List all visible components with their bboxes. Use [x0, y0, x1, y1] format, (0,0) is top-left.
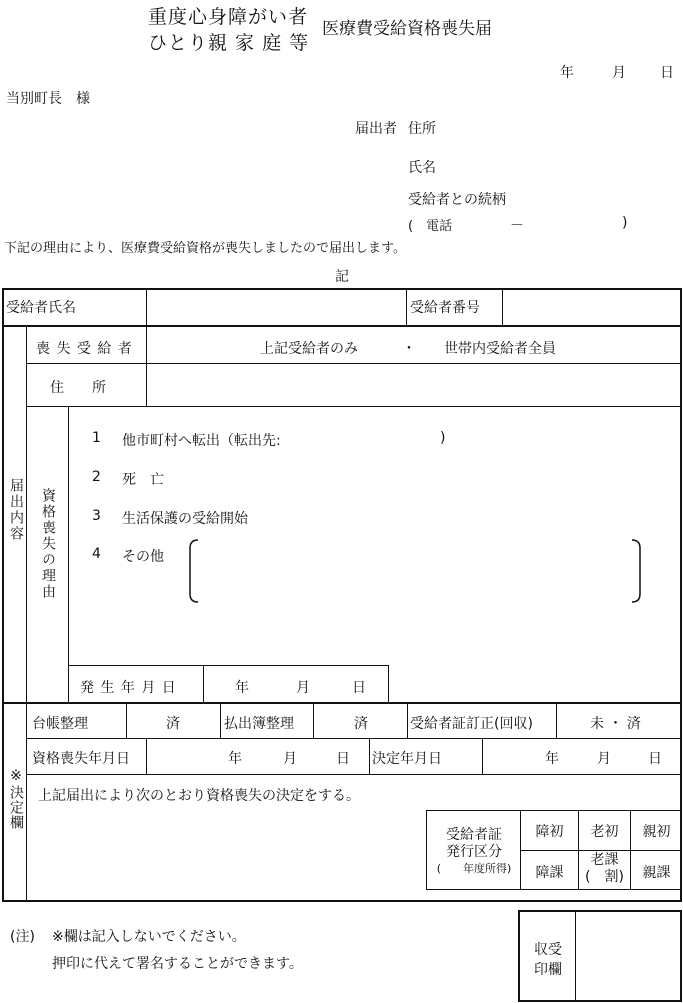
note-label: (注) [10, 929, 35, 945]
reason-2-number: 2 [92, 469, 101, 485]
ledger-label: 台帳整理 [32, 716, 88, 732]
note-2: 押印に代えて署名することができます。 [52, 956, 303, 972]
side-label-decision: ※決定欄 [8, 768, 24, 830]
applicant-relation-label: 受給者との続柄 [408, 192, 506, 208]
address-field[interactable] [150, 366, 678, 404]
ki-label: 記 [335, 269, 349, 285]
reason-1-close: ) [440, 430, 446, 446]
stamp-label: 収受印欄 [534, 942, 562, 978]
reason-3-number: 3 [92, 508, 101, 524]
issue-cell-rouin: 老初 [590, 824, 619, 840]
issue-label-1: 受給者証 [446, 827, 502, 843]
loss-date-month: 月 [283, 751, 297, 767]
payment-value: 済 [354, 716, 368, 732]
phone-close: ) [622, 215, 628, 231]
occurrence-day[interactable]: 日 [352, 680, 366, 696]
applicant-name-label: 氏名 [408, 160, 436, 176]
issue-cell-oyain: 親初 [642, 824, 671, 840]
loss-date-day: 日 [336, 751, 350, 767]
addressee: 当別町長 様 [6, 91, 90, 107]
ledger-value: 済 [166, 716, 180, 732]
payment-label: 払出簿整理 [224, 716, 294, 732]
occurrence-month[interactable]: 月 [296, 680, 310, 696]
recipient-name-field[interactable] [150, 292, 404, 324]
date-month-label: 月 [612, 65, 626, 81]
applicant-label: 届出者 [355, 121, 397, 137]
lost-recipient-label: 喪 失 受 給 者 [36, 341, 133, 357]
side-label-report: 届出内容 [8, 478, 24, 542]
reason-label: 資格喪失の理由 [40, 488, 56, 600]
decide-date-year: 年 [545, 751, 559, 767]
occurrence-date-label: 発 生 年 月 日 [80, 680, 177, 696]
other-reason-bracket [186, 538, 646, 604]
title-line-2: ひとり親 家 庭 等 [148, 32, 310, 54]
issue-label-3: ( 年度所得) [436, 862, 512, 875]
loss-date-year: 年 [228, 751, 242, 767]
decide-date-day: 日 [648, 751, 662, 767]
loss-date-label: 資格喪失年月日 [32, 751, 130, 767]
occurrence-year[interactable]: 年 [235, 680, 249, 696]
form-title: 医療費受給資格喪失届 [322, 19, 492, 39]
decision-statement: 上記届出により次のとおり資格喪失の決定をする。 [38, 788, 360, 804]
recipient-number-field[interactable] [506, 292, 678, 324]
cert-fix-label: 受給者証訂正(回収) [410, 716, 533, 732]
decide-date-label: 決定年月日 [372, 751, 442, 767]
recipient-name-label: 受給者氏名 [6, 300, 76, 316]
reason-3-text[interactable]: 生活保護の受給開始 [122, 511, 248, 527]
recipient-number-label: 受給者番号 [410, 300, 480, 316]
issue-cell-shoka: 障課 [535, 865, 564, 881]
lost-option-this-only[interactable]: 上記受給者のみ [260, 341, 358, 357]
reason-4-number: 4 [92, 546, 101, 562]
issue-label-2: 発行区分 [446, 844, 502, 860]
reason-1-text[interactable]: 他市町村へ転出（転出先: [122, 433, 281, 449]
decide-date-month: 月 [597, 751, 611, 767]
applicant-address-label: 住所 [408, 121, 436, 137]
date-year-label: 年 [560, 65, 574, 81]
date-day-label: 日 [660, 65, 674, 81]
phone-dash: － [510, 218, 524, 234]
intro-text: 下記の理由により、医療費受給資格が喪失しましたので届出します。 [4, 241, 406, 256]
cert-fix-value: 未 ・ 済 [590, 716, 641, 732]
stamp-area [578, 914, 678, 998]
title-line-1: 重度心身障がい者 [148, 6, 309, 28]
issue-cell-oyaka: 親課 [642, 865, 671, 881]
lost-option-all-household[interactable]: 世帯内受給者全員 [444, 341, 556, 357]
lost-option-separator: ・ [402, 341, 416, 357]
applicant-phone-label: ( 電話 [408, 219, 453, 234]
issue-cell-shoin: 障初 [535, 824, 564, 840]
issue-cell-roka: 老課 ( 割) [585, 852, 624, 885]
reason-4-text[interactable]: その他 [122, 549, 164, 565]
note-1: ※欄は記入しないでください。 [52, 929, 246, 945]
reason-1-number: 1 [92, 430, 101, 446]
address-label: 住 所 [50, 380, 106, 396]
reason-2-text[interactable]: 死 亡 [122, 472, 164, 488]
